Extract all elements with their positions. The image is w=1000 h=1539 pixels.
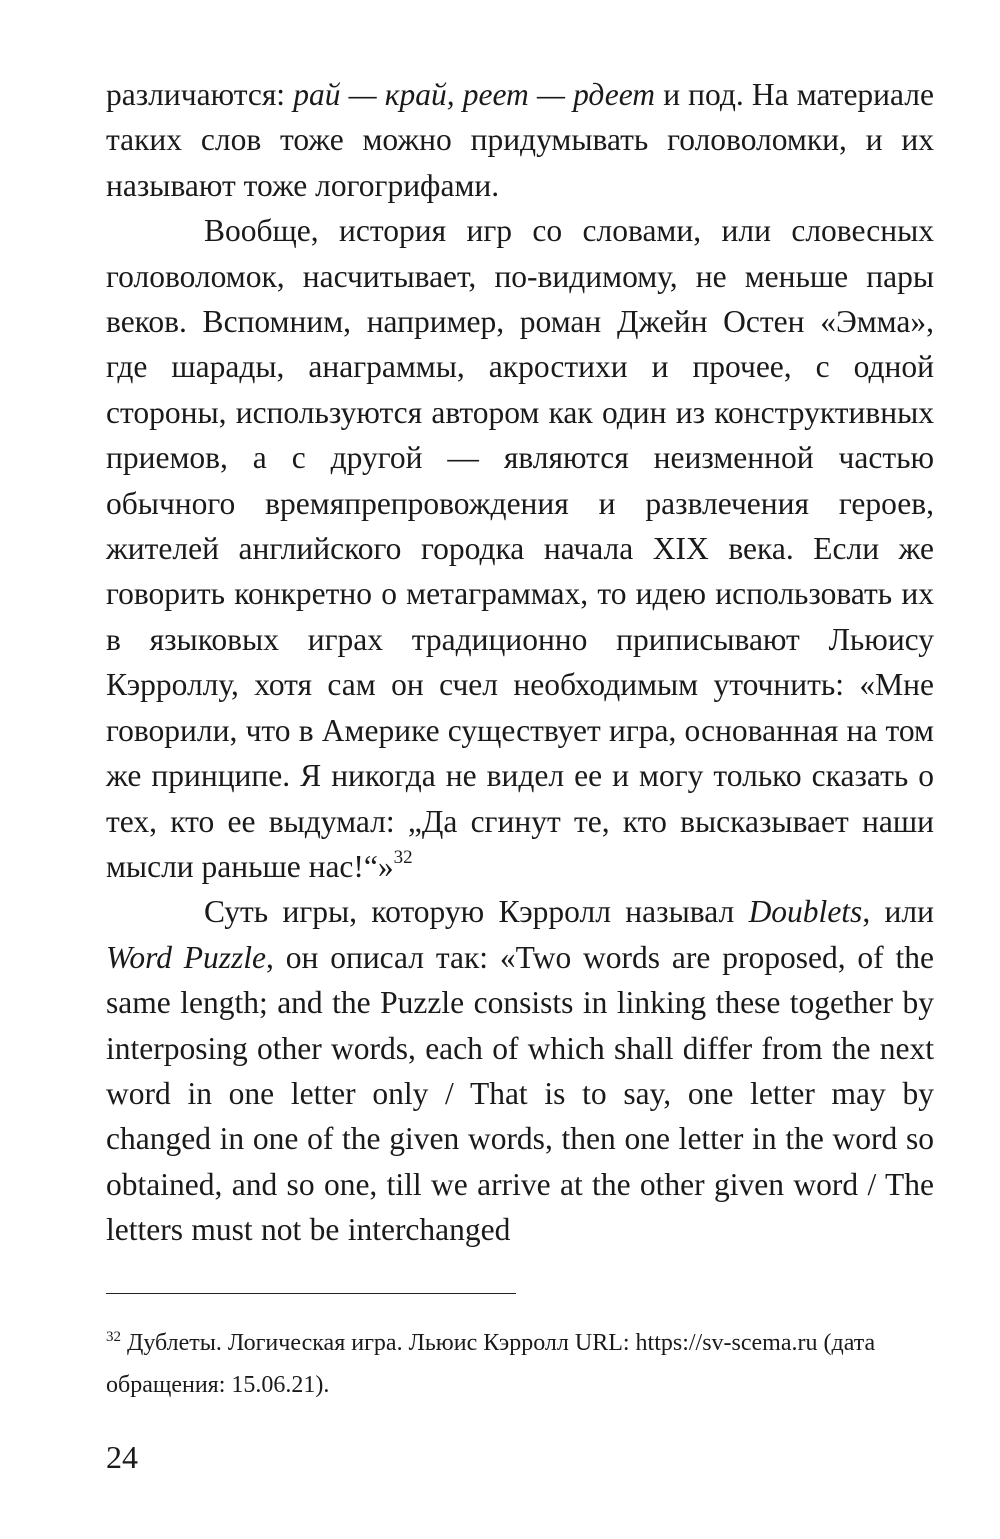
footnote-text: Дублеты. Логическая игра. Льюис Кэрролл URL: https://sv-scema.ru (дата обращения: 15.06.21). (106, 1330, 876, 1398)
footnote-reference[interactable]: 32 (393, 847, 413, 869)
paragraph-1-text-b: и под. На материале таких слов тоже можно придумывать головоломки, и их называют тоже логогрифами. (106, 77, 934, 203)
paragraph-1-text-a: различаются: (106, 77, 294, 112)
footnote (106, 1322, 934, 1406)
paragraph-3 (106, 889, 934, 1252)
paragraph-3-text-c: , он описал так: «Two words are proposed, of the same length; and the Puzzle consists in linking these together by interposing other words, each of which shall differ from the next word in one letter only / That is to say, one letter may by changed in one of the given words, then one letter in the word so obtained, and so one, till we arrive at the other given word / The letters must not be interchanged (106, 939, 934, 1248)
footnote-number: 32 (106, 1329, 121, 1345)
page-number: 24 (106, 1439, 138, 1475)
paragraph-3-italic-doublets: Doublets (748, 894, 863, 930)
paragraph-1-italic-words: рай — край, реет — рдеет (293, 77, 656, 112)
footnote-divider (106, 1293, 516, 1294)
paragraph-3-text-a: Суть игры, которую Кэрролл называл (204, 894, 749, 930)
paragraph-2-text: Вообще, история игр со словами, или словесных головоломок, насчитывает, по-видимому, не меньше пары веков. Вспомним, например, роман Джейн Остен «Эмма», где шарады, анаграммы, акростихи и прочее, с одной стороны, используются автором как один из конструктивных приемов, а с другой — являются неизменной частью обычного времяпрепровождения и развлечения героев, жителей английского городка начала XIX века. Если же говорить конкретно о метаграммах, то идею использовать их в языковых играх традиционно приписывают Льюису Кэрроллу, хотя сам он счел необходимым уточнить: «Мне говорили, что в Америке существует игра, основанная на том же принципе. Я никогда не видел ее и могу только сказать о тех, кто ее выдумал: „Да сгинут те, кто высказывает наши мысли раньше нас!“» (106, 213, 934, 884)
paragraph-2 (106, 208, 934, 889)
paragraph-1 (106, 72, 934, 208)
paragraph-3-text-b: , или (862, 894, 934, 930)
paragraph-3-italic-word-puzzle: Word Puzzle (106, 939, 267, 975)
main-text (106, 72, 934, 1253)
